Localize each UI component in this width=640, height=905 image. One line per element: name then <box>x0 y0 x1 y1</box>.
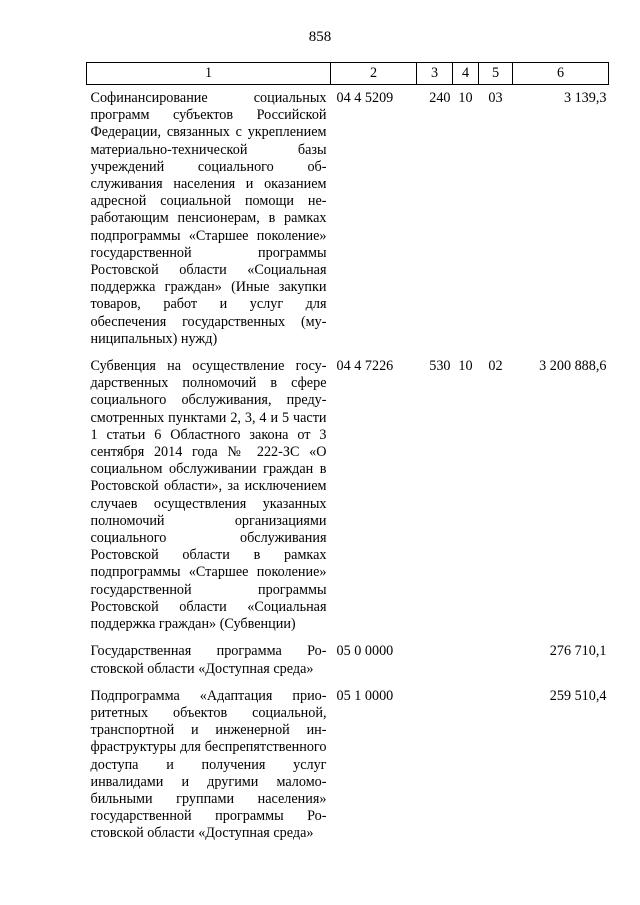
row-name: Государственная программа Ростовской области «Доступная среда» <box>90 643 327 677</box>
column-header-rz: 4 <box>453 63 479 85</box>
column-header-amount: 6 <box>513 63 609 85</box>
row-target-code: 05 0 0000 <box>336 643 394 660</box>
column-header-vr: 3 <box>417 63 453 85</box>
row-amount: 276 710,1 <box>549 643 607 660</box>
row-name: Софинансирование социальных программ субъектов Российской Федерации, связанных с укреплением материально-технической базы учреждений социального обслуживания населения и оказанием адресной социальной помощи неработающим пенсионерам, в рамках подпрограммы «Старшее поколение» государственной программы Ростовской области «Социальная поддержка граждан» (Иные закупки товаров, работ и услуг для обеспечения государственных (муниципальных) нужд) <box>90 90 327 347</box>
table-row <box>87 688 609 853</box>
row-subsection <box>479 688 513 853</box>
budget-table <box>86 62 609 853</box>
row-subsection <box>479 643 513 687</box>
row-name: Субвенция на осуществление государственных полномочий в сфере социального обслуживания, предусмотренных пунктами 2, 3, 4 и 5 части 1 статьи 6 Областного закона от 3 сентября 2014 года № 222-ЗС «О социальном обслуживании граждан в Ростовской области», за исключением случаев осуществления указанных полномочий организациями социального обслуживания Ростовской области в рамках подпрограммы «Старшее поколение» государственной программы Ростовской области «Социальная поддержка граждан» (Субвенции) <box>90 358 327 633</box>
column-header-name: 1 <box>87 63 331 85</box>
table-row <box>87 85 609 359</box>
table-header-row <box>87 63 609 85</box>
row-section: 10 <box>458 358 473 375</box>
row-amount: 259 510,4 <box>549 687 607 704</box>
row-expense-type <box>417 643 453 687</box>
row-section <box>453 643 479 687</box>
row-amount: 3 200 888,6 <box>539 358 607 375</box>
row-subsection: 02 <box>488 358 503 375</box>
row-expense-type: 530 <box>429 358 451 375</box>
row-section <box>453 688 479 853</box>
row-expense-type <box>417 688 453 853</box>
row-subsection: 03 <box>488 90 503 106</box>
row-name: Подпрограмма «Адаптация приоритетных объектов социальной, транспортной и инженерной инфраструктуры для беспрепятственного доступа и получения услуг инвалидами и другими маломобильными группами населения» государственной программы Ростовской области «Доступная среда» <box>90 687 327 842</box>
row-expense-type: 240 <box>429 90 451 106</box>
row-target-code: 04 4 7226 <box>336 358 394 375</box>
row-target-code: 04 4 5209 <box>336 90 394 106</box>
table-row <box>87 358 609 643</box>
column-header-code: 2 <box>331 63 417 85</box>
row-target-code: 05 1 0000 <box>336 687 394 704</box>
row-section: 10 <box>458 90 473 106</box>
page-number: 858 <box>308 29 332 45</box>
table-row <box>87 643 609 687</box>
row-amount: 3 139,3 <box>563 90 607 106</box>
column-header-pr: 5 <box>479 63 513 85</box>
